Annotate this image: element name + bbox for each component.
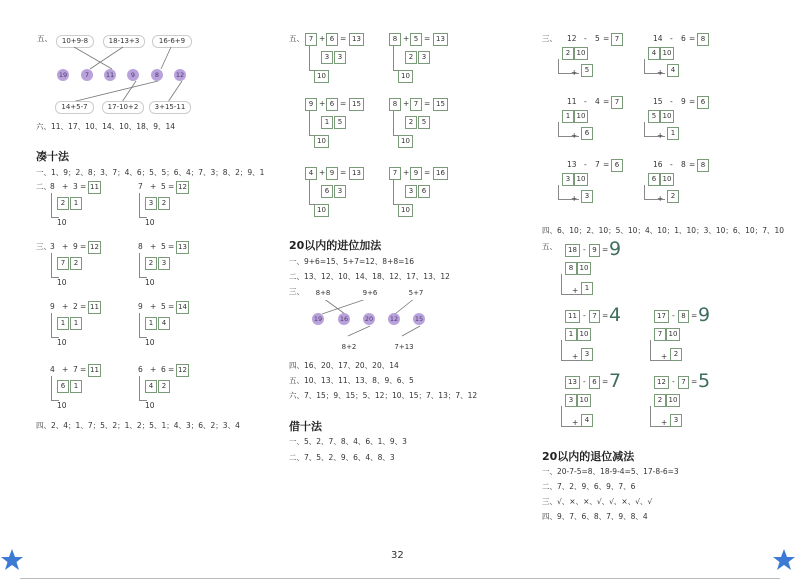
answer-box: 7 (611, 33, 623, 46)
answer-box: 15 (433, 98, 448, 111)
addend-box: 7 (305, 33, 317, 46)
ten-label: 10 (145, 218, 155, 227)
answer-circle: 12 (389, 315, 399, 323)
star-icon (772, 548, 796, 572)
handwritten-answer: 4 (609, 304, 622, 326)
split-box: 2 (70, 257, 82, 270)
expr-pill: 10+9-8 (56, 35, 94, 48)
right-t2: 二、7、2、9、6、9、7、6 (542, 482, 636, 491)
answer-box: 12 (176, 364, 189, 377)
split-box: 2 (145, 257, 157, 270)
split-box: 1 (70, 317, 82, 330)
answer-circle: 12 (175, 71, 185, 79)
answer-box: 6 (697, 96, 709, 109)
ten-label: 10 (57, 278, 67, 287)
ten-label: 10 (57, 401, 67, 410)
answer-box: 6 (611, 159, 623, 172)
middle-q3-label: 三、 (289, 287, 304, 296)
split-box: 2 (158, 197, 170, 210)
split-box: 10 (574, 47, 588, 60)
split-box: 3 (158, 257, 170, 270)
left-s6: 六、11、17、10、14、10、18、9、14 (36, 122, 176, 131)
handwritten-answer: 7 (609, 370, 622, 392)
left-q3-label: 三、 (36, 242, 51, 251)
right-s4: 四、6、10；2、10；5、10；4、10；1、10；3、10；6、10；7、10 (542, 226, 785, 235)
handwritten-answer: 9 (609, 238, 622, 260)
answer-box: 11 (88, 364, 101, 377)
page-number: 32 (391, 550, 404, 561)
answer-box: 13 (349, 33, 364, 46)
expr-pill: 5+7 (399, 287, 433, 300)
middle-q2: 二、13、12、10、14、18、12、17、13、12 (289, 272, 450, 281)
ten-label: 10 (57, 218, 67, 227)
addend-box: 6 (326, 33, 338, 46)
answer-circle: 19 (313, 315, 323, 323)
left-s5-label: 五、 (37, 34, 52, 43)
answer-circle: 20 (364, 315, 374, 323)
split-box: 1 (70, 197, 82, 210)
answer-box: 13 (349, 167, 364, 180)
expr-pill: 14+5-7 (55, 101, 94, 114)
answer-box: 8 (697, 159, 709, 172)
answer-box: 7 (611, 96, 623, 109)
answer-box: 16 (433, 167, 448, 180)
section-title-make-ten: 凑十法 (36, 150, 69, 163)
answer-box: 12 (176, 181, 189, 194)
split-box: 2 (158, 380, 170, 393)
middle-q6: 六、7、15；9、15；5、12；10、15；7、13；7、12 (289, 391, 478, 400)
answer-box: 13 (176, 241, 189, 254)
middle-q1: 一、9+6=15、5+7=12、8+8=16 (289, 257, 414, 266)
right-t1: 一、20-7-5=8、18-9-4=5、17-8-6=3 (542, 467, 679, 476)
split-box: 6 (57, 380, 69, 393)
operand-a: 8 (50, 182, 55, 191)
answer-box: 11 (88, 181, 101, 194)
answer-circle: 9 (127, 69, 139, 81)
ten-label: 10 (57, 338, 67, 347)
ten-box: 10 (314, 70, 329, 83)
section-title-carry-addition: 20以内的进位加法 (289, 239, 382, 252)
expr-pill: 3+15-11 (149, 101, 191, 114)
split-box: 3 (334, 51, 346, 64)
left-q4: 四、2、4；1、7；5、2；1、2；5、1；4、3；6、2；3、4 (36, 421, 240, 430)
answer-circle: 8 (151, 69, 163, 81)
answer-circle: 16 (339, 315, 349, 323)
operator: + (62, 182, 69, 191)
handwritten-answer: 5 (698, 370, 711, 392)
expr-pill: 8+8 (306, 287, 340, 300)
split-box: 1 (145, 317, 157, 330)
answer-box: 12 (88, 241, 101, 254)
operand-b: 3 (73, 182, 78, 191)
answer-circle: 7 (81, 69, 93, 81)
answer-box: 15 (349, 98, 364, 111)
expr-pill: 7+13 (386, 341, 422, 354)
answer-box: 11 (88, 301, 101, 314)
middle-b1: 一、5、2、7、8、4、6、1、9、3 (289, 437, 407, 446)
footer-rule (20, 578, 780, 579)
result-box: 5 (581, 64, 593, 77)
star-icon (0, 548, 24, 572)
middle-s5-label: 五、 (289, 34, 304, 43)
split-box: 1 (70, 380, 82, 393)
answer-box: 8 (697, 33, 709, 46)
ten-label: 10 (145, 278, 155, 287)
middle-q5: 五、10、13、11、13、8、9、6、5 (289, 376, 414, 385)
expr-pill: 8+2 (332, 341, 366, 354)
middle-b2: 二、7、5、2、9、6、4、8、3 (289, 453, 395, 462)
answer-box: 13 (433, 33, 448, 46)
ten-label: 10 (145, 401, 155, 410)
expr-pill: 18-13+3 (103, 35, 145, 48)
split-box: 7 (57, 257, 69, 270)
answer-circle: 11 (105, 71, 115, 79)
right-t3: 三、√、×、×、√、√、×、√、√ (542, 497, 653, 506)
split-box: 3 (145, 197, 157, 210)
section-title-borrow-subtraction: 20以内的退位减法 (542, 450, 635, 463)
left-q2-label: 二、 (36, 182, 51, 191)
expr-pill: 9+6 (353, 287, 387, 300)
handwritten-answer: 9 (698, 304, 711, 326)
split-box: 1 (57, 317, 69, 330)
expr-pill: 17-10+2 (102, 101, 144, 114)
split-box: 2 (562, 47, 574, 60)
split-box: 4 (145, 380, 157, 393)
answer-circle: 15 (414, 315, 424, 323)
ten-label: 10 (145, 338, 155, 347)
split-box: 4 (158, 317, 170, 330)
expr-pill: 16-6+9 (152, 35, 192, 48)
right-t4: 四、9、7、6、8、7、9、8、4 (542, 512, 648, 521)
answer-circle: 19 (58, 71, 68, 79)
right-s3-label: 三、 (542, 34, 557, 43)
split-box: 2 (57, 197, 69, 210)
left-q1: 一、1、9；2、8；3、7；4、6；5、5；6、4；7、3；8、2；9、1 (36, 168, 265, 177)
right-s5-label: 五、 (542, 242, 557, 251)
split-box: 3 (321, 51, 333, 64)
section-title-borrow-ten: 借十法 (289, 420, 322, 433)
middle-q4: 四、16、20、17、20、20、14 (289, 361, 399, 370)
answer-box: 14 (176, 301, 189, 314)
